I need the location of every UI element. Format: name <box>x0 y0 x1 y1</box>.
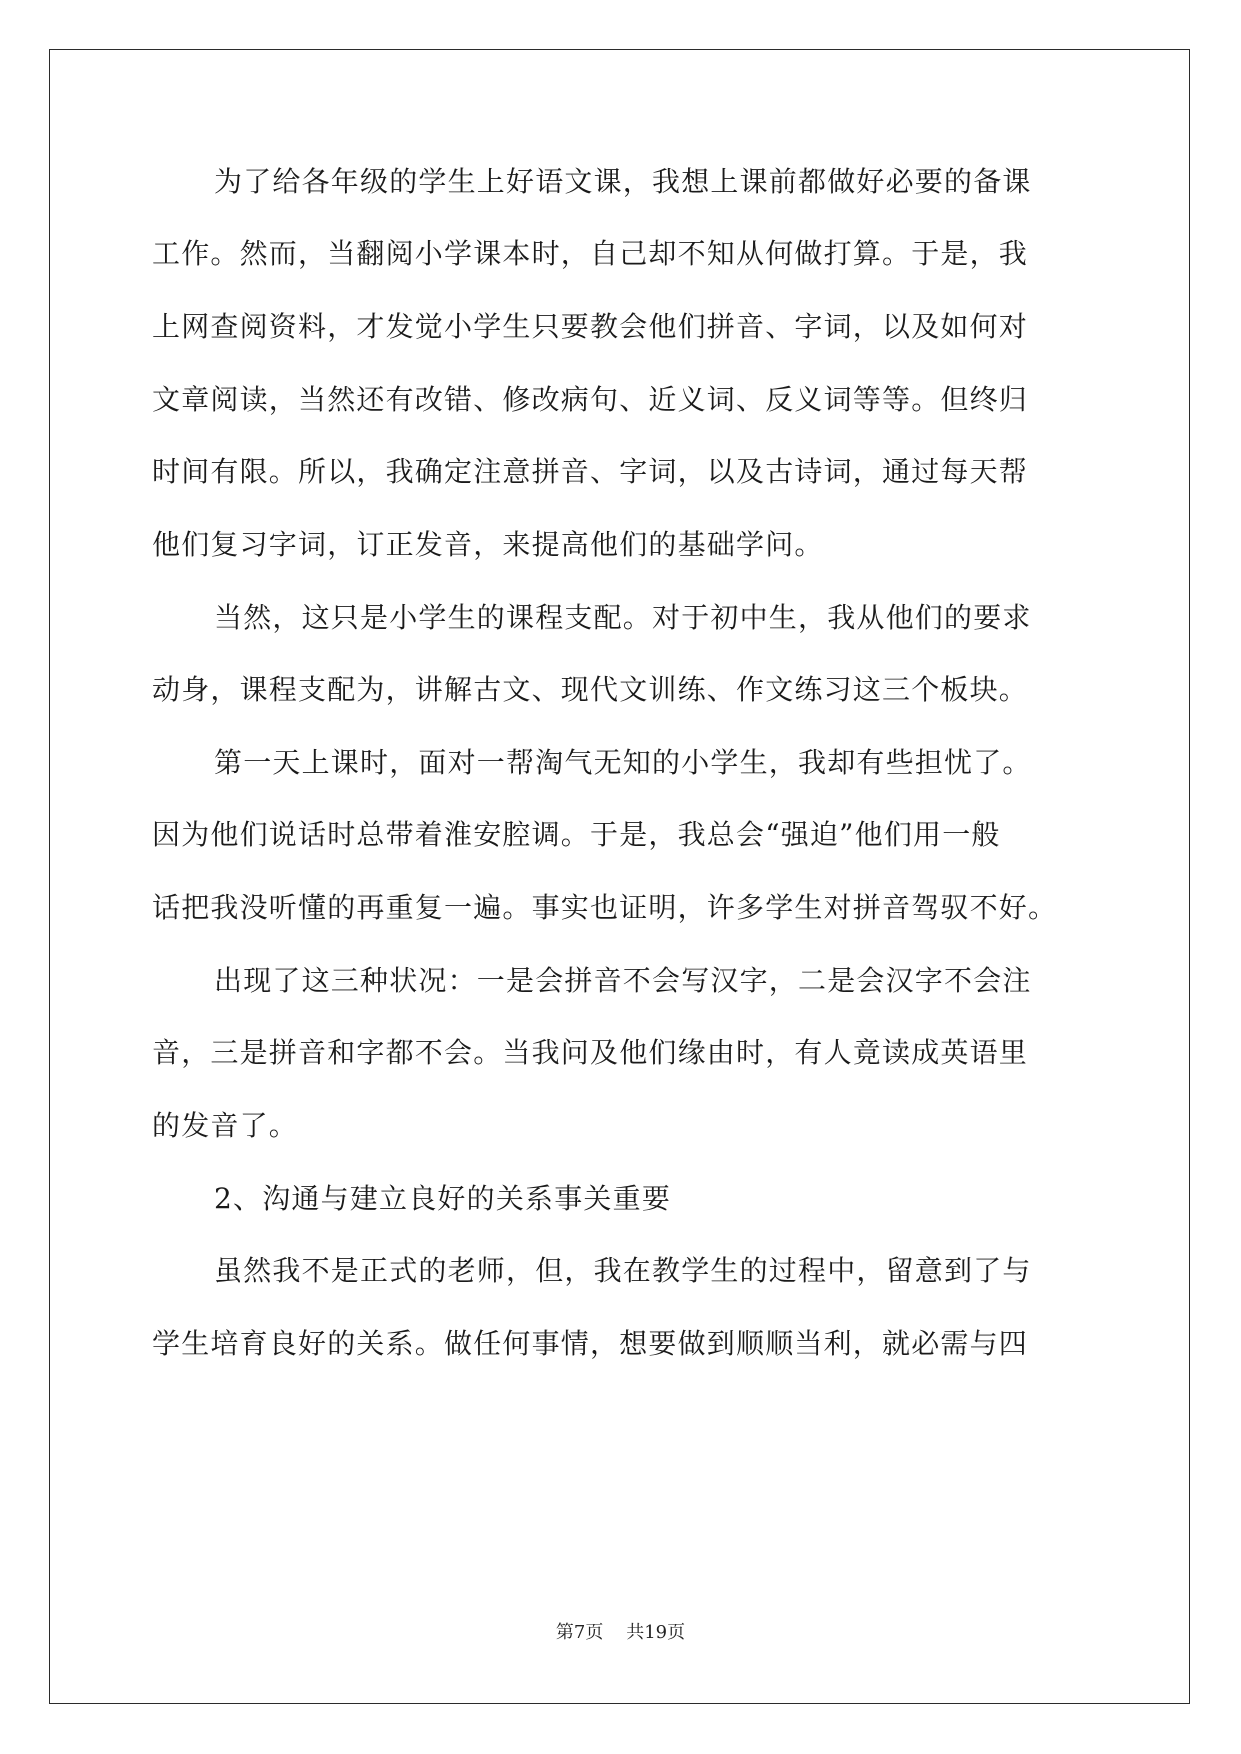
paragraph-line: 话把我没听懂的再重复一遍。事实也证明，许多学生对拼音驾驭不好。 <box>152 891 1058 924</box>
paragraph-line: 的发音了。 <box>152 1109 299 1142</box>
paragraph-line: 工作。然而，当翻阅小学课本时，自己却不知从何做打算。于是，我 <box>152 237 1029 270</box>
paragraph-line: 第一天上课时，面对一帮淘气无知的小学生，我却有些担忧了。 <box>214 746 1032 779</box>
page-number: 第7页 <box>555 1622 604 1643</box>
paragraph-line: 虽然我不是正式的老师，但，我在教学生的过程中，留意到了与 <box>214 1254 1032 1287</box>
paragraph-line: 他们复习字词，订正发音，来提高他们的基础学问。 <box>152 528 824 561</box>
page-border <box>49 49 1190 1704</box>
paragraph-line: 音，三是拼音和字都不会。当我问及他们缘由时，有人竟读成英语里 <box>152 1036 1029 1069</box>
paragraph-line: 当然，这只是小学生的课程支配。对于初中生，我从他们的要求 <box>214 601 1032 634</box>
section-heading: 2、沟通与建立良好的关系事关重要 <box>214 1182 672 1215</box>
paragraph-line: 出现了这三种状况：一是会拼音不会写汉字，二是会汉字不会注 <box>214 964 1032 997</box>
paragraph-line: 为了给各年级的学生上好语文课，我想上课前都做好必要的备课 <box>214 165 1032 198</box>
paragraph-line: 文章阅读，当然还有改错、修改病句、近义词、反义词等等。但终归 <box>152 383 1029 416</box>
paragraph-line: 时间有限。所以，我确定注意拼音、字词，以及古诗词，通过每天帮 <box>152 455 1029 488</box>
page-footer <box>0 1622 1241 1644</box>
page-total: 共19页 <box>626 1622 686 1643</box>
paragraph-line: 因为他们说话时总带着淮安腔调。于是，我总会“强迫”他们用一般 <box>152 818 1001 851</box>
paragraph-line: 学生培育良好的关系。做任何事情，想要做到顺顺当利，就必需与四 <box>152 1327 1029 1360</box>
paragraph-line: 动身，课程支配为，讲解古文、现代文训练、作文练习这三个板块。 <box>152 673 1029 706</box>
paragraph-line: 上网查阅资料，才发觉小学生只要教会他们拼音、字词，以及如何对 <box>152 310 1029 343</box>
